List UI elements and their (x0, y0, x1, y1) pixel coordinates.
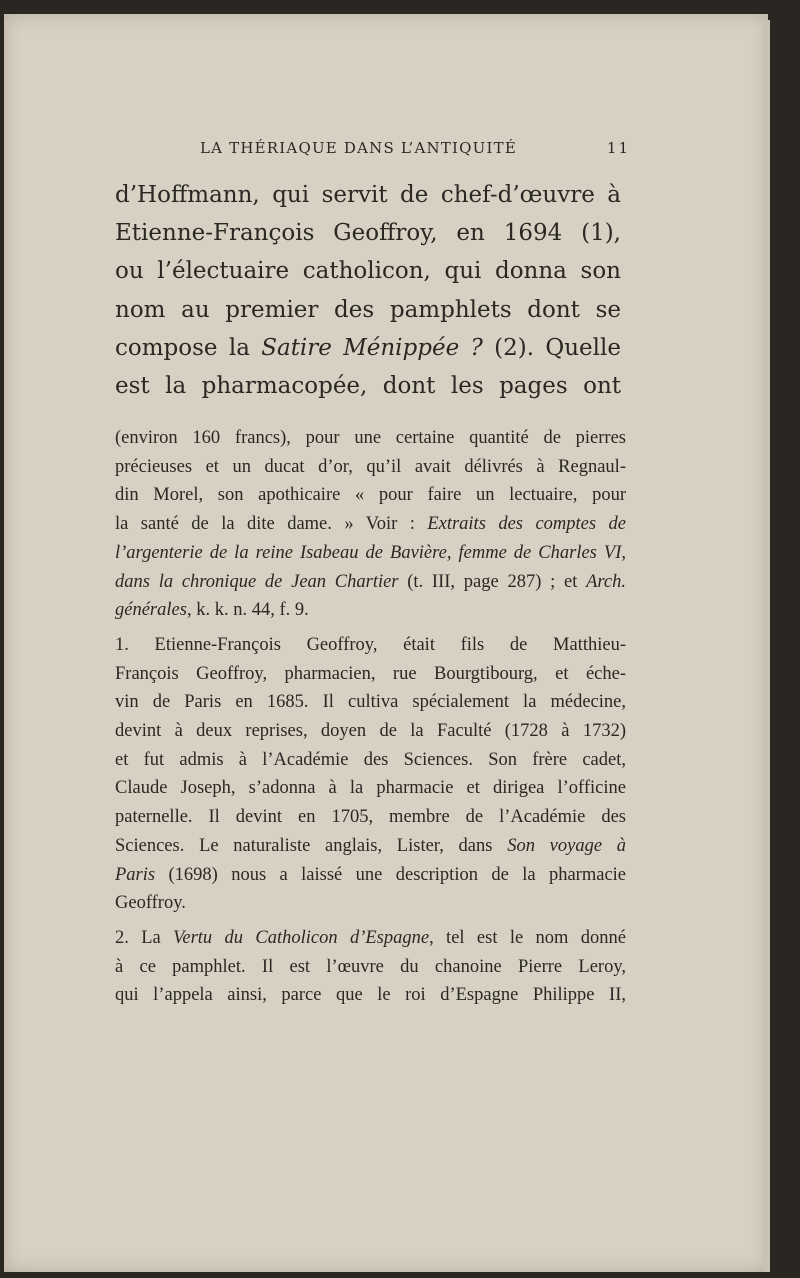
page-edge (764, 20, 770, 1272)
footnote-italic: générales (115, 600, 187, 621)
footnote-1-line: paternelle. Il devint en 1705, membre de l’Académie des (115, 807, 626, 828)
footnote-italic: Arch. (586, 571, 627, 592)
main-line (115, 329, 621, 367)
main-line: nom au premier des pamphlets dont se (115, 296, 621, 323)
footnote-segment: 2. La (115, 927, 174, 948)
footnote-line: din Morel, son apothicaire « pour faire un lectuaire, pour (115, 485, 626, 506)
main-text-segment: (2). Quelle (482, 334, 621, 361)
main-line: d’Hoffmann, qui servit de chef-d’œuvre à (115, 182, 621, 208)
footnote-1-line (115, 861, 626, 890)
footnote-line (115, 539, 626, 568)
footnote-segment: la santé de la dite dame. » Voir : (115, 514, 428, 535)
footnote-segment: (t. III, page 287) ; et (398, 571, 587, 592)
footnote-1-line: 1. Etienne-François Geoffroy, était fils de Matthieu- (115, 634, 626, 655)
footnote-line: précieuses et un ducat d’or, qu’il avait délivrés à Regnaul- (115, 456, 626, 477)
footnote-italic: Extraits des comptes de (427, 514, 627, 535)
footnote-1-line: Claude Joseph, s’adonna à la pharmacie et dirigea l’officine (115, 778, 626, 799)
main-text (115, 176, 621, 405)
footnote-segment: , tel est le nom donné (429, 927, 626, 948)
footnotes (115, 424, 626, 1010)
footnote-line (115, 596, 626, 625)
footnote-italic: Paris (115, 864, 156, 885)
satire-menippee-title: Satire Ménippée ? (261, 334, 483, 361)
footnote-line (115, 568, 626, 597)
main-text-segment: compose la (115, 334, 262, 361)
footnote-2-line: à ce pamphlet. Il est l’œuvre du chanoine Pierre Leroy, (115, 956, 626, 977)
footnote-line: (environ 160 francs), pour une certaine quantité de pierres (115, 428, 626, 448)
page-number: 11 (606, 139, 630, 157)
footnote-segment: , k. k. n. 44, f. 9. (186, 600, 309, 621)
footnote-italic: l’argenterie de la reine Isabeau de Bavière, femme de Charles VI, (115, 542, 626, 563)
footnote-1-line: et fut admis à l’Académie des Sciences. Son frère cadet, (115, 749, 626, 770)
main-line: Etienne-François Geoffroy, en 1694 (1), (115, 220, 621, 247)
footnote-2-line: qui l’appela ainsi, parce que le roi d’Espagne Philippe II, (115, 985, 626, 1006)
footnote-italic: dans la chronique de Jean Chartier (115, 571, 399, 592)
footnote-line (115, 510, 626, 539)
footnote-segment: Sciences. Le naturaliste anglais, Lister, dans (115, 835, 508, 856)
page-header (200, 139, 630, 165)
main-line: est la pharmacopée, dont les pages ont (115, 373, 621, 400)
footnote-2-line (115, 924, 626, 953)
footnote-1-line: devint à deux reprises, doyen de la Faculté (1728 à 1732) (115, 721, 626, 742)
footnote-1-line (115, 832, 626, 861)
running-title: LA THÉRIAQUE DANS L’ANTIQUITÉ (200, 139, 517, 157)
footnote-italic: Vertu du Catholicon d’Espagne (173, 927, 430, 948)
footnote-1-line: vin de Paris en 1685. Il cultiva spécialement la médecine, (115, 692, 626, 713)
footnote-italic: Son voyage à (507, 835, 627, 856)
footnote-segment: (1698) nous a laissé une description de la pharmacie (155, 864, 626, 885)
footnote-1-line: François Geoffroy, pharmacien, rue Bourgtibourg, et éche- (115, 663, 626, 684)
footnote-1-line: Geoffroy. (115, 893, 186, 914)
main-line: ou l’électuaire catholicon, qui donna son (115, 258, 621, 285)
